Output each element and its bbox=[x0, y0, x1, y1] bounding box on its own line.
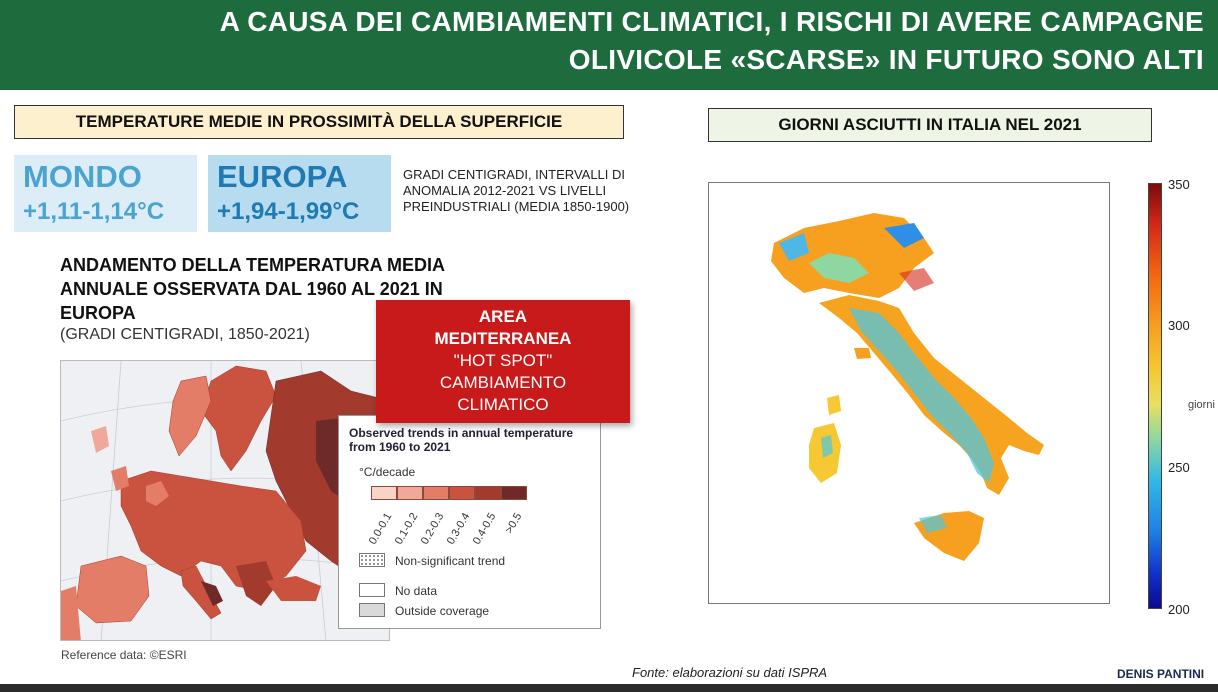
legend-title: Observed trends in annual temperature from 1960 to 2021 bbox=[349, 426, 574, 454]
legend-swatch bbox=[423, 486, 449, 500]
legend-unit: °C/decade bbox=[359, 465, 416, 479]
legend-key-nonsignificant bbox=[359, 553, 385, 567]
legend-tick-label: >0.5 bbox=[503, 511, 525, 536]
europe-chart-unit: (GRADI CENTIGRADI, 1850-2021) bbox=[60, 326, 310, 343]
hotspot-line-2: MEDITERRANEA bbox=[434, 329, 572, 348]
stat-label-europe: EUROPA bbox=[217, 159, 348, 194]
legend-key-outside-coverage bbox=[359, 603, 385, 617]
colorbar bbox=[1148, 183, 1162, 609]
legend-swatch bbox=[501, 486, 527, 500]
stat-value-europe: +1,94-1,99°C bbox=[217, 198, 360, 225]
italy-map-graphic bbox=[709, 183, 1110, 604]
legend-swatch bbox=[397, 486, 423, 500]
legend-tick-label: 0.2-0.3 bbox=[418, 511, 447, 547]
europe-map-legend bbox=[338, 415, 601, 629]
stat-label-world: MONDO bbox=[23, 159, 142, 194]
header-banner bbox=[0, 0, 1218, 90]
hotspot-line-3: "HOT SPOT" bbox=[453, 351, 553, 370]
hotspot-line-4: CAMBIAMENTO bbox=[439, 373, 567, 392]
bottom-bar bbox=[0, 684, 1218, 692]
stat-box-europe bbox=[208, 155, 391, 232]
colorbar-label-max: 350 bbox=[1168, 177, 1190, 192]
section-title-dry-days: GIORNI ASCIUTTI IN ITALIA NEL 2021 bbox=[708, 108, 1152, 142]
legend-tick-label: 0.3-0.4 bbox=[444, 511, 473, 547]
hotspot-line-5: CLIMATICO bbox=[457, 395, 549, 414]
source-note: Fonte: elaborazioni su dati ISPRA bbox=[632, 665, 828, 680]
legend-swatch bbox=[371, 486, 397, 500]
legend-key-no-data bbox=[359, 583, 385, 597]
colorbar-unit: giorni bbox=[1188, 399, 1215, 411]
colorbar-label-min: 200 bbox=[1168, 602, 1190, 617]
stat-box-world bbox=[14, 155, 197, 232]
map-reference: Reference data: ©ESRI bbox=[61, 648, 187, 662]
colorbar-label-250: 250 bbox=[1168, 460, 1190, 475]
legend-label-no-data: No data bbox=[395, 584, 438, 598]
legend-tick-label: 0.4-0.5 bbox=[470, 511, 499, 547]
hotspot-line-1: AREA bbox=[478, 307, 528, 326]
hotspot-callout bbox=[376, 300, 630, 423]
europe-chart-title: ANDAMENTO DELLA TEMPERATURA MEDIA ANNUALE OSSERVATA DAL 1960 AL 2021 IN EUROPA bbox=[60, 255, 445, 323]
legend-label-nonsignificant: Non-significant trend bbox=[395, 554, 506, 568]
legend-tick-label: 0.1-0.2 bbox=[392, 511, 421, 547]
header-title-line-2: OLIVICOLE «SCARSE» IN FUTURO SONO ALTI bbox=[568, 44, 1204, 75]
italy-dry-days-map bbox=[708, 182, 1110, 604]
section-title-temperature: TEMPERATURE MEDIE IN PROSSIMITÀ DELLA SUPERFICIE bbox=[14, 105, 624, 139]
legend-swatch bbox=[475, 486, 501, 500]
stat-value-world: +1,11-1,14°C bbox=[23, 198, 165, 225]
anomaly-note: GRADI CENTIGRADI, INTERVALLI DI ANOMALIA 2012-2021 VS LIVELLI PREINDUSTRIALI (MEDIA 1850-1900) bbox=[403, 167, 630, 214]
header-title-line-1: A CAUSA DEI CAMBIAMENTI CLIMATICI, I RISCHI DI AVERE CAMPAGNE bbox=[219, 6, 1204, 37]
legend-label-outside-coverage: Outside coverage bbox=[395, 604, 490, 618]
author-name: DENIS PANTINI bbox=[1117, 667, 1205, 681]
colorbar-label-300: 300 bbox=[1168, 318, 1190, 333]
legend-tick-label: 0.0-0.1 bbox=[366, 511, 395, 547]
legend-swatch bbox=[449, 486, 475, 500]
